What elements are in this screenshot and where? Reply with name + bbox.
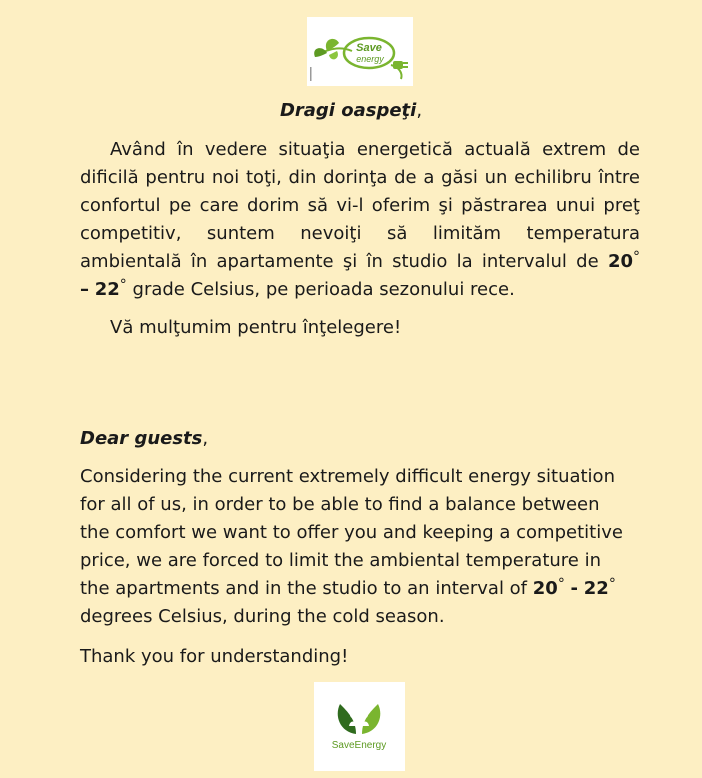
leaves-people-icon bbox=[314, 682, 405, 771]
romanian-line-last: – 22° grade Celsius, pe perioada sezonului rece. bbox=[80, 277, 515, 300]
romanian-line: competitiv, suntem nevoiţi să limităm temperatura bbox=[80, 223, 640, 244]
leaf-plug-icon bbox=[307, 17, 413, 86]
romanian-line: dificilă pentru noi toţi, din dorinţa de a găsi un echilibru între bbox=[80, 167, 640, 188]
english-paragraph bbox=[80, 463, 640, 631]
english-line: the apartments and in the studio to an interval of 20° - 22° bbox=[80, 576, 616, 599]
save-energy-logo-top bbox=[307, 17, 413, 86]
romanian-paragraph bbox=[80, 136, 640, 304]
romanian-line: ambientală în apartamente şi în studio la intervalul de 20° bbox=[80, 249, 640, 272]
svg-text:energy: energy bbox=[356, 54, 384, 64]
english-line: Considering the current extremely difficult energy situation bbox=[80, 466, 615, 487]
english-greeting: Dear guests, bbox=[80, 428, 209, 449]
svg-text:SaveEnergy: SaveEnergy bbox=[331, 740, 387, 751]
romanian-line: Având în vedere situaţia energetică actuală extrem de bbox=[110, 139, 640, 160]
english-line: the comfort we want to offer you and keeping a competitive bbox=[80, 522, 623, 543]
romanian-greeting: Dragi oaspeţi, bbox=[279, 100, 423, 121]
svg-text:Save: Save bbox=[356, 42, 382, 54]
english-line: for all of us, in order to be able to find a balance between bbox=[80, 494, 600, 515]
english-line: price, we are forced to limit the ambiental temperature in bbox=[80, 550, 601, 571]
romanian-thanks: Vă mulţumim pentru înţelegere! bbox=[110, 317, 402, 338]
english-line-last: degrees Celsius, during the cold season. bbox=[80, 606, 445, 627]
english-thanks: Thank you for understanding! bbox=[80, 646, 349, 667]
romanian-line: confortul pe care dorim să vi-l oferim şi păstrarea unui preţ bbox=[80, 195, 640, 216]
save-energy-logo-bottom bbox=[314, 682, 405, 771]
